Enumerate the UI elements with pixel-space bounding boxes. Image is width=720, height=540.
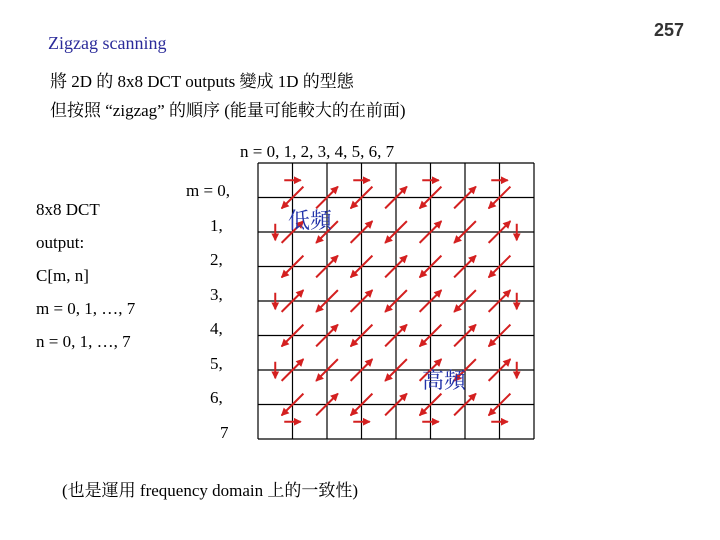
m-label-4: 4, [210,319,223,338]
m-label-6: 6, [210,388,223,407]
footer-note: (也是運用 frequency domain 上的一致性) [62,481,359,500]
m-label-1: 1, [210,215,223,235]
m-label-5: 5, [210,353,223,373]
side-info-m-range: m = 0, 1, …, 7 [36,299,136,318]
low-frequency-label: 低頻 [288,209,333,234]
m-label-2: 2, [210,250,223,269]
side-info-symbol: C[m, n] [36,266,89,285]
side-info-n-range: n = 0, 1, …, 7 [36,332,131,351]
side-info-output: output: [36,233,85,252]
n-index-header: n = 0, 1, 2, 3, 4, 5, 6, 7 [240,142,395,161]
side-info-title: 8x8 DCT [36,200,100,219]
m-label-7: 7 [220,422,229,442]
m-label-0: m = 0, [186,181,231,200]
slide-title: Zigzag scanning [48,33,167,53]
description-line-1: 將 2D 的 8x8 DCT outputs 變成 1D 的型態 [50,72,354,91]
m-label-3: 3, [210,284,223,304]
description-line-2: 但按照 “zigzag” 的順序 (能量可能較大的在前面) [50,101,406,120]
high-frequency-label: 高頻 [422,369,467,394]
page-number: 257 [653,20,684,40]
